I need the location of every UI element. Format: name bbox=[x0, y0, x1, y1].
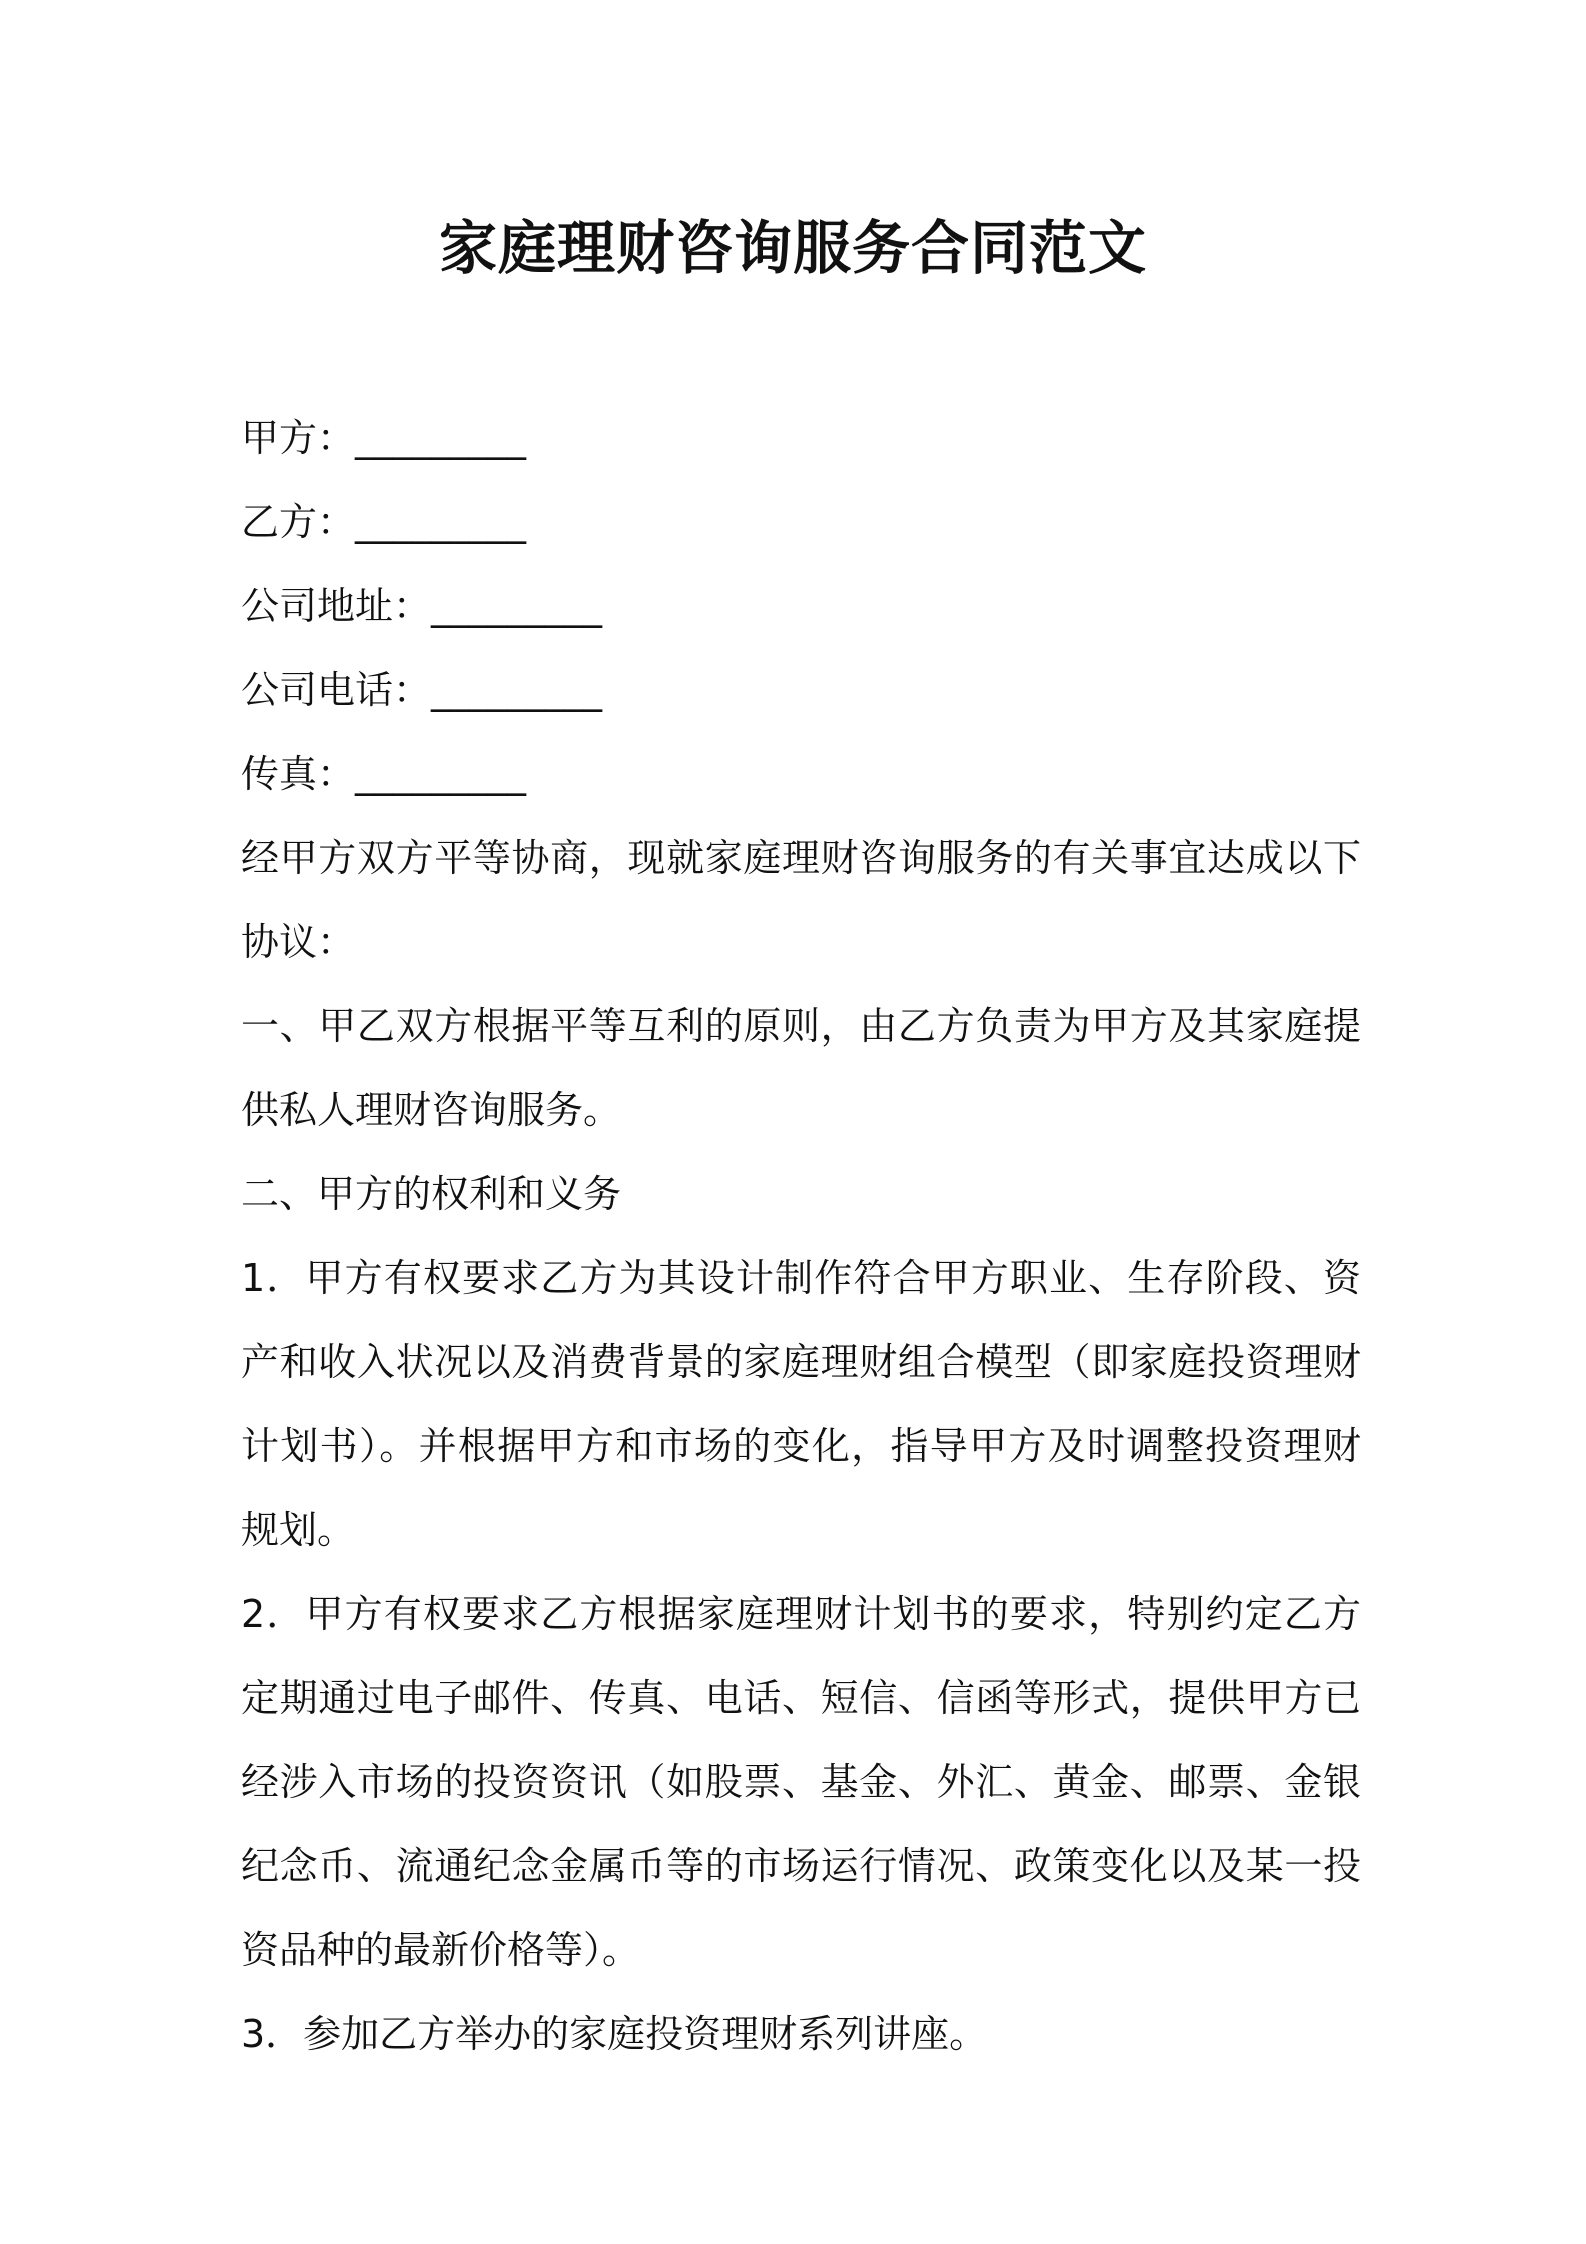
party-a-field: 甲方：_________ bbox=[241, 416, 527, 460]
party-b-field: 乙方：_________ bbox=[241, 500, 527, 544]
document-title: 家庭理财咨询服务合同范文 bbox=[438, 214, 1147, 282]
company-phone-field: 公司电话：_________ bbox=[241, 668, 603, 712]
document-body bbox=[241, 396, 1361, 2076]
clause-2-heading: 二、甲方的权利和义务 bbox=[241, 1172, 622, 1216]
intro-paragraph: 经甲方双方平等协商，现就家庭理财咨询服务的有关事宜达成以下协议： bbox=[241, 836, 1361, 964]
clause-2-item-3: 3．参加乙方举办的家庭投资理财系列讲座。 bbox=[241, 2012, 988, 2056]
fax-field: 传真：_________ bbox=[241, 752, 527, 796]
clause-2-item-1: 1．甲方有权要求乙方为其设计制作符合甲方职业、生存阶段、资产和收入状况以及消费背景的家庭理财组合模型（即家庭投资理财计划书）。并根据甲方和市场的变化，指导甲方及时调整投资理财规划。 bbox=[241, 1256, 1361, 1552]
company-address-field: 公司地址：_________ bbox=[241, 584, 603, 628]
clause-2-item-2: 2．甲方有权要求乙方根据家庭理财计划书的要求，特别约定乙方定期通过电子邮件、传真、电话、短信、信函等形式，提供甲方已经涉入市场的投资资讯（如股票、基金、外汇、黄金、邮票、金银纪念币、流通纪念金属币等的市场运行情况、政策变化以及某一投资品种的最新价格等）。 bbox=[241, 1592, 1361, 1972]
clause-1: 一、甲乙双方根据平等互利的原则，由乙方负责为甲方及其家庭提供私人理财咨询服务。 bbox=[241, 1004, 1361, 1132]
